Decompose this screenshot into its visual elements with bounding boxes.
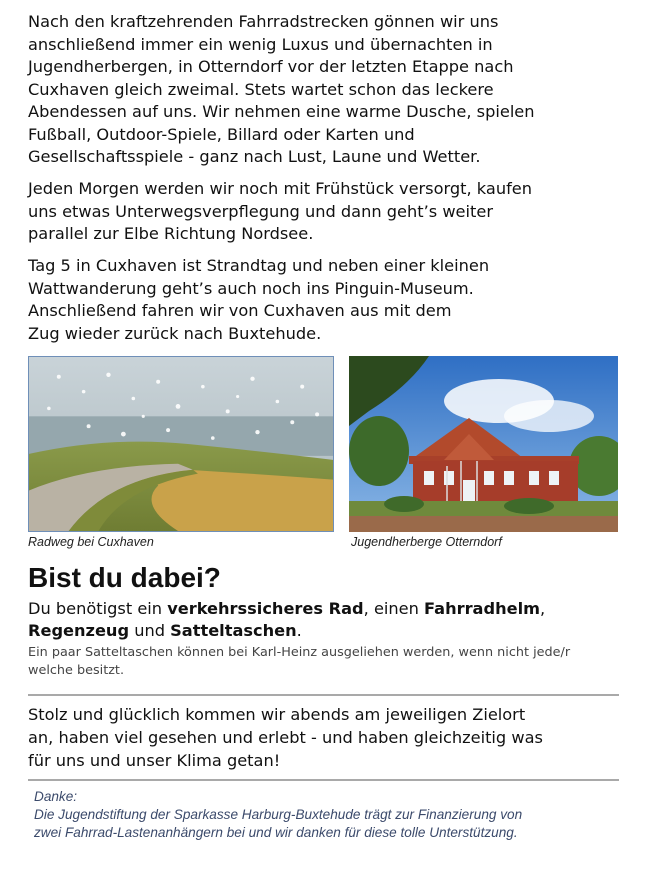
- saddlebag-note: Ein paar Satteltaschen können bei Karl-Heinz ausgeliehen werden, wenn nicht jede/r welche besitzt.: [28, 645, 571, 678]
- section-heading: Bist du dabei?: [28, 562, 221, 593]
- equipment-requirements: Du benötigst ein verkehrssicheres Rad, einen Fahrradhelm, Regenzeug und Satteltaschen.: [28, 599, 546, 640]
- photo-caption-left: Radweg bei Cuxhaven: [28, 535, 154, 549]
- divider-bottom: [28, 779, 619, 781]
- divider-top: [28, 694, 619, 696]
- closing-paragraph: Stolz und glücklich kommen wir abends am jeweiligen Zielort an, haben viel gesehen und erlebt - und haben gleichzeitig was für uns und unser Klima getan!: [28, 705, 543, 770]
- requirement-bike: verkehrssicheres Rad: [167, 599, 364, 618]
- intro-paragraph-day5: Tag 5 in Cuxhaven ist Strandtag und neben einer kleinen Wattwanderung geht’s auch noch ins Pinguin-Museum. Anschließend fahren wir von Cuxhaven aus mit dem Zug wieder zurück nach Buxtehude.: [28, 256, 490, 343]
- photo-caption-right: Jugendherberge Otterndorf: [351, 535, 502, 549]
- requirement-saddlebags: Satteltaschen: [170, 621, 297, 640]
- intro-paragraph-accommodation: Nach den kraftzehrenden Fahrradstrecken gönnen wir uns anschließend immer ein wenig Luxus und übernachten in Jugendherbergen, in Otterndorf vor der letzten Etappe nach Cuxhaven gleich zweimal. Stets wartet schon das leckere Abendessen auf uns. Wir nehmen eine warme Dusche, spielen Fußball, Outdoor-Spiele, Billard oder Karten und Gesellschaftsspiele - ganz nach Lust, Laune und Wetter.: [28, 12, 535, 166]
- requirement-helmet: Fahrradhelm: [424, 599, 540, 618]
- intro-paragraph-breakfast: Jeden Morgen werden wir noch mit Frühstück versorgt, kaufen uns etwas Unterwegsverpflegung und dann geht’s weiter parallel zur Elbe Richtung Nordsee.: [28, 179, 532, 243]
- requirement-rain-gear: Regenzeug: [28, 621, 130, 640]
- acknowledgement: Danke: Die Jugendstiftung der Sparkasse Harburg-Buxtehude trägt zur Finanzierung von zwei Fahrrad-Lastenanhängern bei und wir danken für diese tolle Unterstützung.: [34, 789, 523, 840]
- photo-youth-hostel-otterndorf: [349, 356, 618, 532]
- photo-cycle-path-cuxhaven: [28, 356, 334, 532]
